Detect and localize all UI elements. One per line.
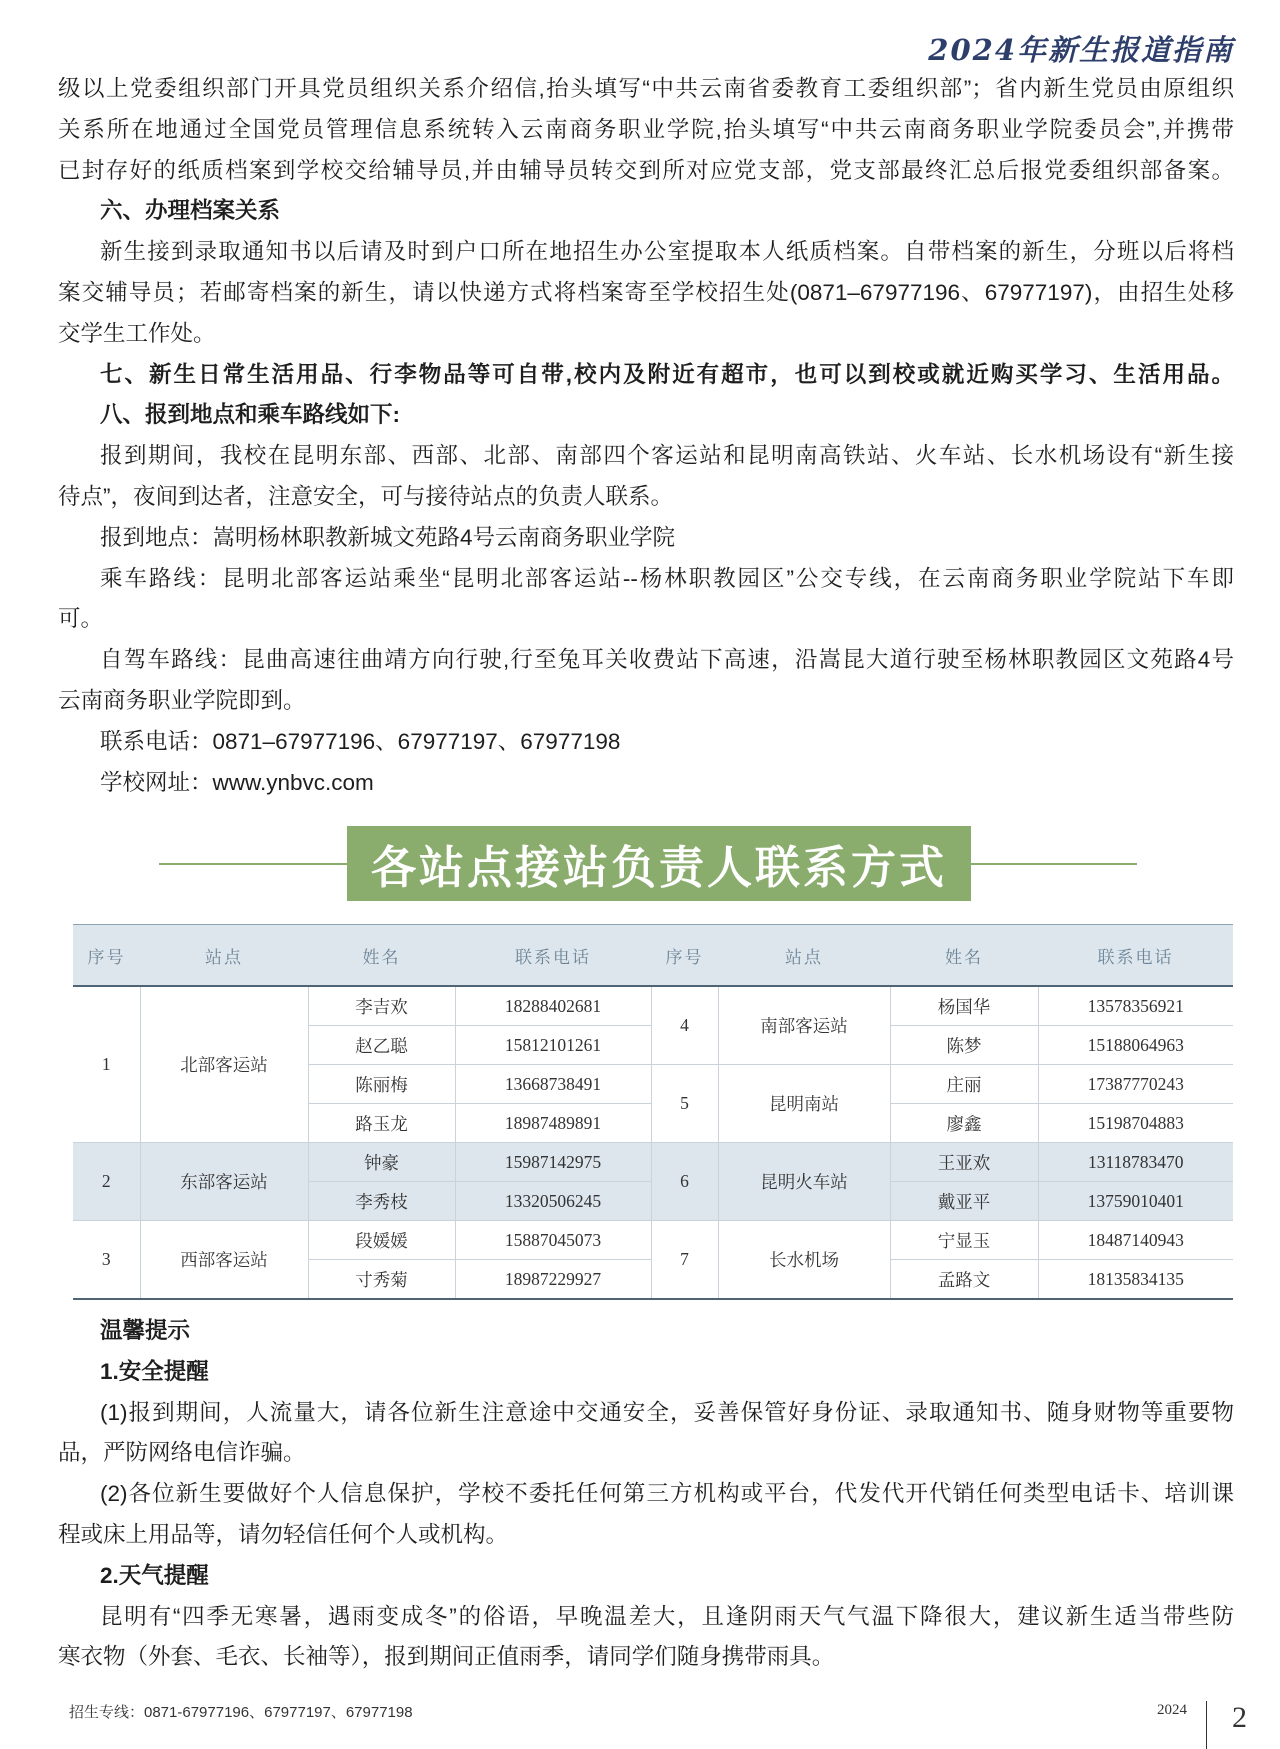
station-number: 6 xyxy=(651,1143,718,1221)
station-contact-table xyxy=(73,924,1233,1300)
station-number: 5 xyxy=(651,1065,718,1143)
bus-route-line: 乘车路线：昆明北部客运站乘坐“昆明北部客运站--杨林职教园区”公交专线，在云南商务职业学院站下车即 xyxy=(100,565,1234,591)
station-number: 4 xyxy=(651,986,718,1065)
station-name: 长水机场 xyxy=(718,1221,890,1300)
column-header-station: 站点 xyxy=(140,925,308,987)
page-number: 2 xyxy=(1232,1701,1247,1734)
reception-text-line: 报到期间，我校在昆明东部、西部、北部、南部四个客运站和昆明南高铁站、火车站、长水机场设有“新生接 xyxy=(100,443,1234,469)
archive-text-line: 案交辅导员；若邮寄档案的新生，请以快递方式将档案寄至学校招生处(0871–67977196、67977197)，由招生处移 xyxy=(58,279,1234,305)
table-row xyxy=(73,1143,1233,1182)
tips-block xyxy=(58,1311,1234,1678)
contact-phone-number: 13668738491 xyxy=(455,1065,651,1104)
banner-title: 各站点接站负责人联系方式 xyxy=(370,843,947,893)
driving-route-line: 云南商务职业学院即到。 xyxy=(58,687,306,713)
safety-item-line: (1)报到期间，人流量大，请各位新生注意途中交通安全，妥善保管好身份证、录取通知书、随身财物等重要物 xyxy=(100,1399,1234,1425)
contact-phone-number: 13320506245 xyxy=(455,1182,651,1221)
intro-line: 已封存好的纸质档案到学校交给辅导员,并由辅导员转交到所对应党支部，党支部最终汇总后报党委组织部备案。 xyxy=(58,157,1234,183)
station-number: 3 xyxy=(73,1221,140,1300)
report-location: 报到地点：嵩明杨林职教新城文苑路4号云南商务职业学院 xyxy=(100,524,676,550)
bus-route-line: 可。 xyxy=(58,606,104,632)
contact-phone-number: 15987142975 xyxy=(455,1143,651,1182)
station-name: 南部客运站 xyxy=(718,986,890,1065)
column-header-station: 站点 xyxy=(718,925,890,987)
archive-text-line: 新生接到录取通知书以后请及时到户口所在地招生办公室提取本人纸质档案。自带档案的新生，分班以后将档 xyxy=(100,239,1234,265)
reception-text-line: 待点”，夜间到达者，注意安全，可与接待站点的负责人联系。 xyxy=(58,483,673,509)
safety-heading: 1.安全提醒 xyxy=(100,1358,209,1384)
contact-phone-number: 15887045073 xyxy=(455,1221,651,1260)
section-heading-route: 八、报到地点和乘车路线如下: xyxy=(100,402,400,428)
contact-phone-number: 18987229927 xyxy=(455,1260,651,1300)
contact-name: 陈丽梅 xyxy=(308,1065,455,1104)
intro-line: 级以上党委组织部门开具党员组织关系介绍信,抬头填写“中共云南省委教育工委组织部”；省内新生党员由原组织 xyxy=(58,76,1234,101)
table-header-row xyxy=(73,925,1233,987)
station-name: 昆明南站 xyxy=(718,1065,890,1143)
intro-line: 关系所在地通过全国党员管理信息系统转入云南商务职业学院,抬头填写“中共云南商务职业学院委员会”,并携带 xyxy=(58,116,1234,142)
upper-text-block xyxy=(58,69,1234,803)
column-header-name: 姓名 xyxy=(308,925,455,987)
section-heading-supplies: 七、新生日常生活用品、行李物品等可自带,校内及附近有超市，也可以到校或就近购买学习、生活用品。 xyxy=(100,361,1234,387)
weather-text-line: 昆明有“四季无寒暑，遇雨变成冬”的俗语，早晚温差大，且逢阴雨天气气温下降很大，建议新生适当带些防 xyxy=(100,1603,1234,1629)
contact-phone-number: 17387770243 xyxy=(1038,1065,1233,1104)
contact-name: 宁显玉 xyxy=(890,1221,1038,1260)
weather-heading: 2.天气提醒 xyxy=(100,1562,209,1588)
school-website: 学校网址：www.ynbvc.com xyxy=(100,769,374,795)
station-number: 2 xyxy=(73,1143,140,1221)
station-name: 西部客运站 xyxy=(140,1221,308,1300)
station-number: 1 xyxy=(73,986,140,1143)
contact-name: 杨国华 xyxy=(890,986,1038,1026)
weather-text-line: 寒衣物（外套、毛衣、长袖等），报到期间正值雨季，请同学们随身携带雨具。 xyxy=(58,1644,835,1670)
contact-name: 庄丽 xyxy=(890,1065,1038,1104)
contact-phone-number: 18487140943 xyxy=(1038,1221,1233,1260)
contact-phone-number: 15188064963 xyxy=(1038,1026,1233,1065)
column-header-phone: 联系电话 xyxy=(455,925,651,987)
contact-name: 陈梦 xyxy=(890,1026,1038,1065)
table-row xyxy=(73,986,1233,1026)
column-header-name: 姓名 xyxy=(890,925,1038,987)
driving-route-line: 自驾车路线：昆曲高速往曲靖方向行驶,行至兔耳关收费站下高速，沿嵩昆大道行驶至杨林职教园区文苑路4号 xyxy=(100,647,1234,673)
tips-title: 温馨提示 xyxy=(100,1318,191,1343)
contact-name: 戴亚平 xyxy=(890,1182,1038,1221)
contact-phone-number: 13578356921 xyxy=(1038,986,1233,1026)
banner-rule-right xyxy=(971,863,1137,865)
footer-year: 2024 xyxy=(1157,1702,1187,1718)
contact-name: 段媛媛 xyxy=(308,1221,455,1260)
contact-phone-number: 13759010401 xyxy=(1038,1182,1233,1221)
station-name: 东部客运站 xyxy=(140,1143,308,1221)
contact-phone-number: 18135834135 xyxy=(1038,1260,1233,1300)
contact-phone-number: 15198704883 xyxy=(1038,1104,1233,1143)
section-heading-archive: 六、办理档案关系 xyxy=(100,198,281,224)
contact-name: 赵乙聪 xyxy=(308,1026,455,1065)
contact-name: 寸秀菊 xyxy=(308,1260,455,1300)
contact-name: 廖鑫 xyxy=(890,1104,1038,1143)
contact-phone-number: 13118783470 xyxy=(1038,1143,1233,1182)
column-header-no: 序号 xyxy=(651,925,718,987)
archive-text-line: 交学生工作处。 xyxy=(58,320,216,346)
banner-rule-left xyxy=(159,863,347,865)
column-header-no: 序号 xyxy=(73,925,140,987)
contact-name: 钟豪 xyxy=(308,1143,455,1182)
safety-item-line: (2)各位新生要做好个人信息保护，学校不委托任何第三方机构或平台，代发代开代销任何类型电话卡、培训课 xyxy=(100,1481,1234,1507)
contact-phone-number: 15812101261 xyxy=(455,1026,651,1065)
contact-name: 李吉欢 xyxy=(308,986,455,1026)
safety-item-line: 程或床上用品等，请勿轻信任何个人或机构。 xyxy=(58,1521,509,1547)
contact-name: 李秀枝 xyxy=(308,1182,455,1221)
contact-phone-number: 18987489891 xyxy=(455,1104,651,1143)
contact-name: 王亚欢 xyxy=(890,1143,1038,1182)
contact-phone-number: 18288402681 xyxy=(455,986,651,1026)
station-number: 7 xyxy=(651,1221,718,1300)
station-name: 北部客运站 xyxy=(140,986,308,1143)
contact-name: 孟路文 xyxy=(890,1260,1038,1300)
footer-divider xyxy=(1206,1701,1207,1749)
section-banner xyxy=(347,826,971,901)
column-header-phone: 联系电话 xyxy=(1038,925,1233,987)
station-name: 昆明火车站 xyxy=(718,1143,890,1221)
table-row xyxy=(73,1221,1233,1260)
contact-name: 路玉龙 xyxy=(308,1104,455,1143)
contact-phone: 联系电话：0871–67977196、67977197、67977198 xyxy=(100,728,621,754)
running-header-title: 2024年新生报道指南 xyxy=(928,33,1234,67)
footer-hotline: 招生专线：0871-67977196、67977197、67977198 xyxy=(69,1704,413,1721)
safety-item-line: 品，严防网络电信诈骗。 xyxy=(58,1440,306,1466)
